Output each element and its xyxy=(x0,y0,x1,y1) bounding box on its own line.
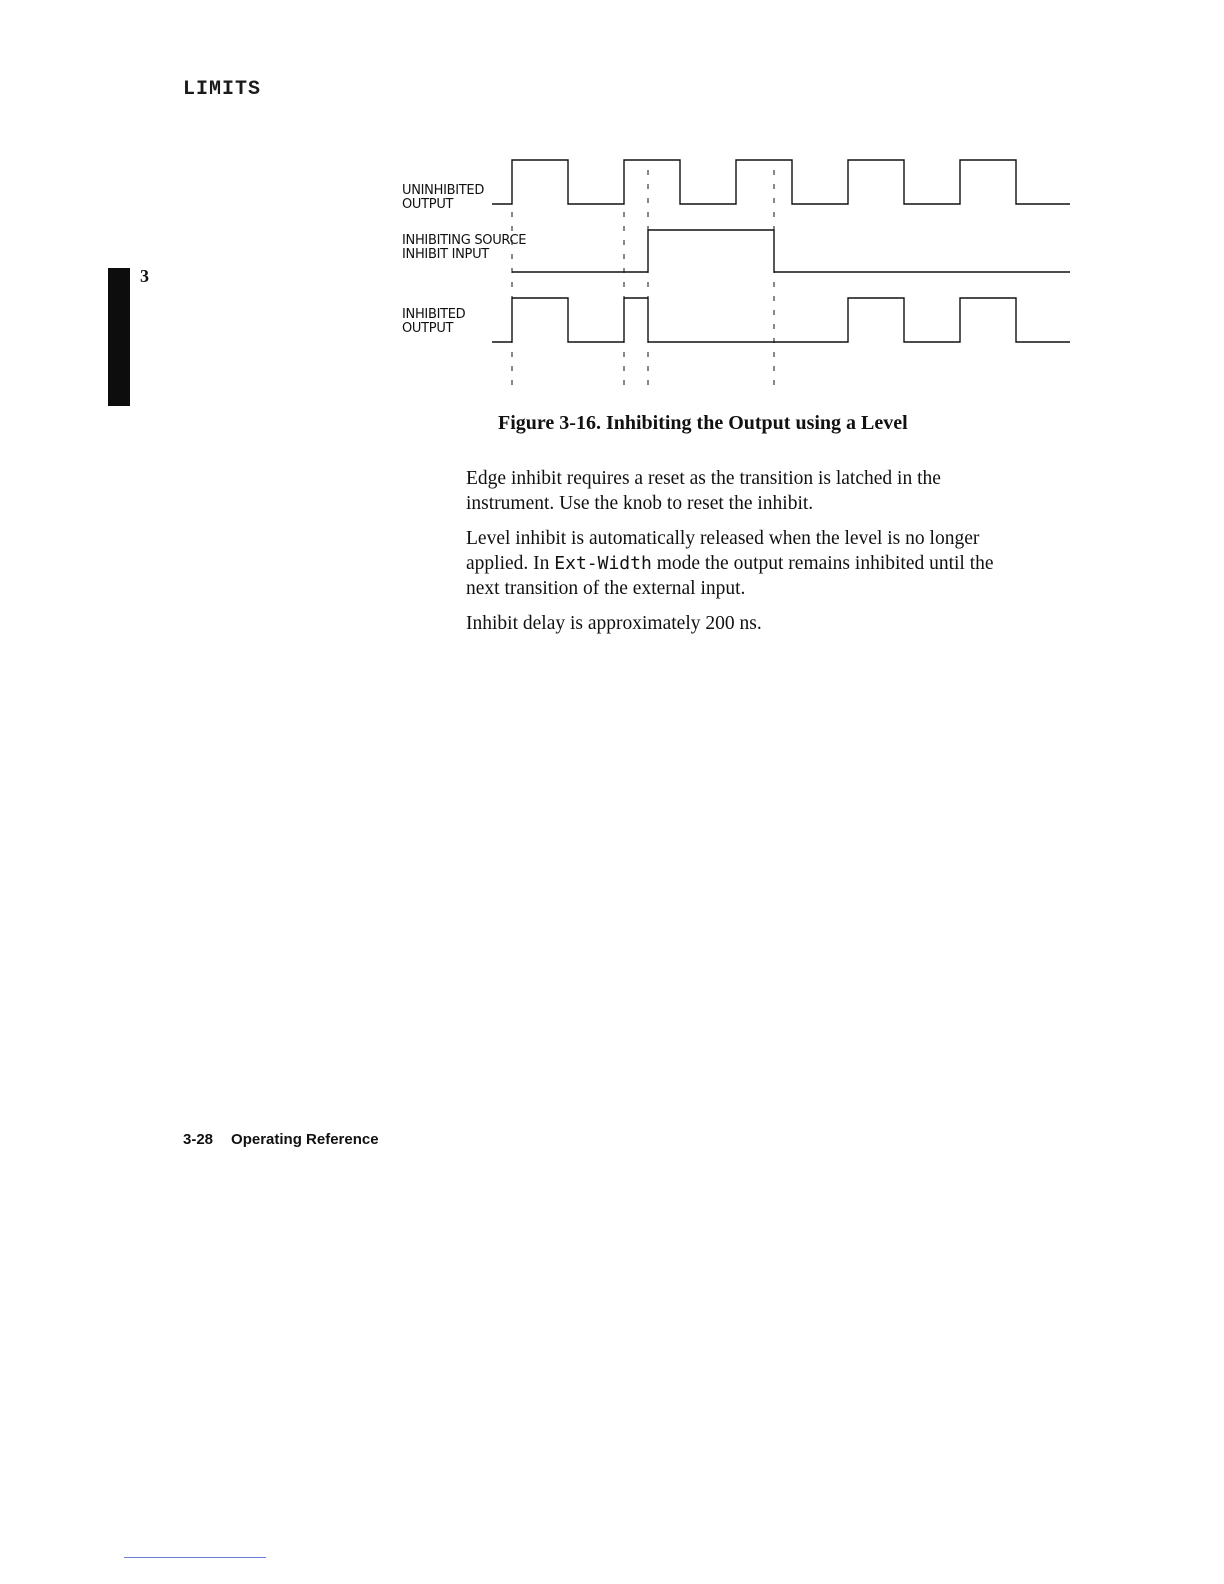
signal-label-uninhibited-line1: UNINHIBITED xyxy=(402,183,485,198)
paragraph-level-inhibit-text: Level inhibit is automatically released when the level is no longer applied. In xyxy=(466,528,980,574)
figure-caption: Figure 3-16. Inhibiting the Output using a Level xyxy=(498,412,908,434)
footer-title: Operating Reference xyxy=(231,1131,379,1148)
signal-label-inhibited-line2: OUTPUT xyxy=(402,321,454,336)
inhibited-output-waveform xyxy=(492,298,1070,342)
uninhibited-output-waveform xyxy=(492,160,1070,204)
paragraph-inhibit-delay: Inhibit delay is approximately 200 ns. xyxy=(466,613,762,634)
inhibit-input-waveform xyxy=(512,230,1070,272)
paragraph-level-inhibit-text-end: mode the output remains inhibited until the next transition of the external input. xyxy=(466,553,994,599)
paragraph-level-inhibit xyxy=(466,526,1026,601)
chapter-tab-bar xyxy=(108,268,130,406)
page-footer xyxy=(183,1131,379,1148)
signal-label-inhibiting-line2: INHIBIT INPUT xyxy=(402,247,489,262)
mode-name: Ext-Width xyxy=(554,553,652,574)
chapter-number: 3 xyxy=(140,266,149,286)
timing-diagram xyxy=(400,150,1080,400)
signal-label-inhibiting-line1: INHIBITING SOURCE xyxy=(402,233,527,248)
paragraph-edge-inhibit: Edge inhibit requires a reset as the transition is latched in the instrument. Use the knob to reset the inhibit. xyxy=(466,468,941,514)
page-number: 3-28 xyxy=(183,1131,214,1148)
signal-label-uninhibited-line2: OUTPUT xyxy=(402,197,454,212)
bottom-rule xyxy=(124,1557,266,1558)
section-header: LIMITS xyxy=(183,78,262,101)
body-text xyxy=(466,466,1026,646)
signal-label-inhibited-line1: INHIBITED xyxy=(402,307,466,322)
